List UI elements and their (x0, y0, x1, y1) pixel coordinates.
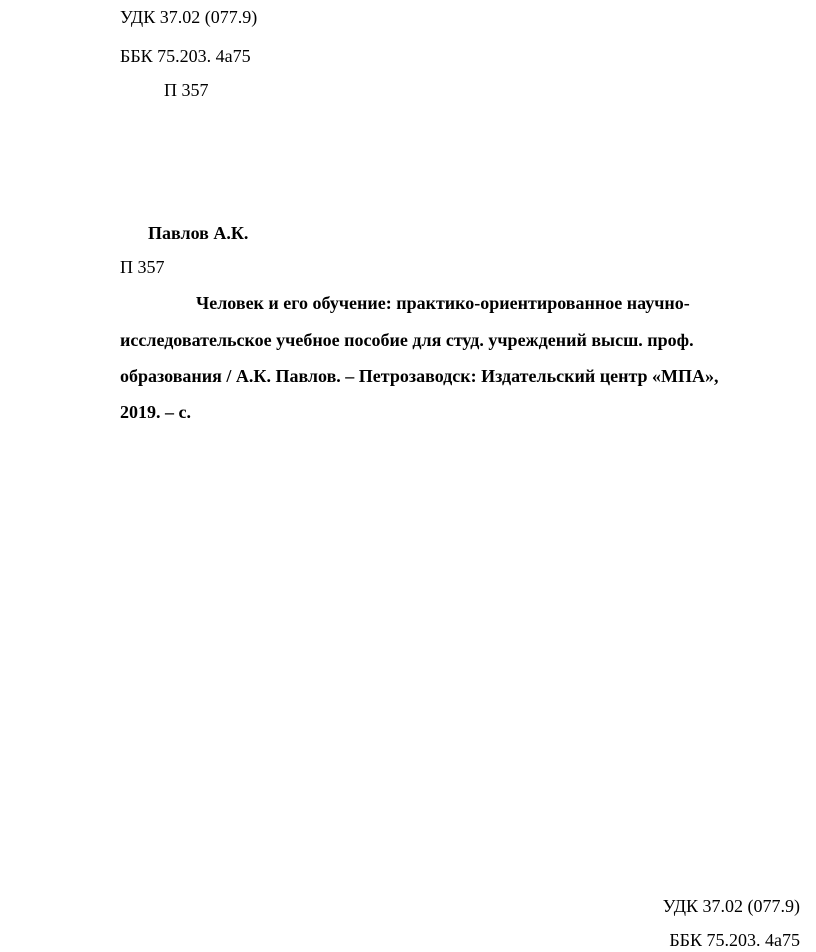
description-line: образования / А.К. Павлов. – Петрозаводск: Издательский центр «МПА», (120, 366, 719, 386)
footer-bbk-code: ББК 75.203. 4а75 (669, 930, 800, 950)
description-line: исследовательское учебное пособие для студ. учреждений высш. проф. (120, 330, 694, 350)
bbk-code: ББК 75.203. 4а75 (120, 46, 251, 66)
udk-code: УДК 37.02 (077.9) (120, 7, 258, 27)
record-sign-code: П 357 (120, 257, 165, 277)
author-sign-code: П 357 (164, 80, 209, 100)
author-name: Павлов А.К. (148, 223, 249, 243)
description-line: Человек и его обучение: практико-ориентированное научно- (196, 293, 690, 313)
description-line: 2019. – с. (120, 402, 191, 422)
footer-udk-code: УДК 37.02 (077.9) (662, 896, 800, 916)
